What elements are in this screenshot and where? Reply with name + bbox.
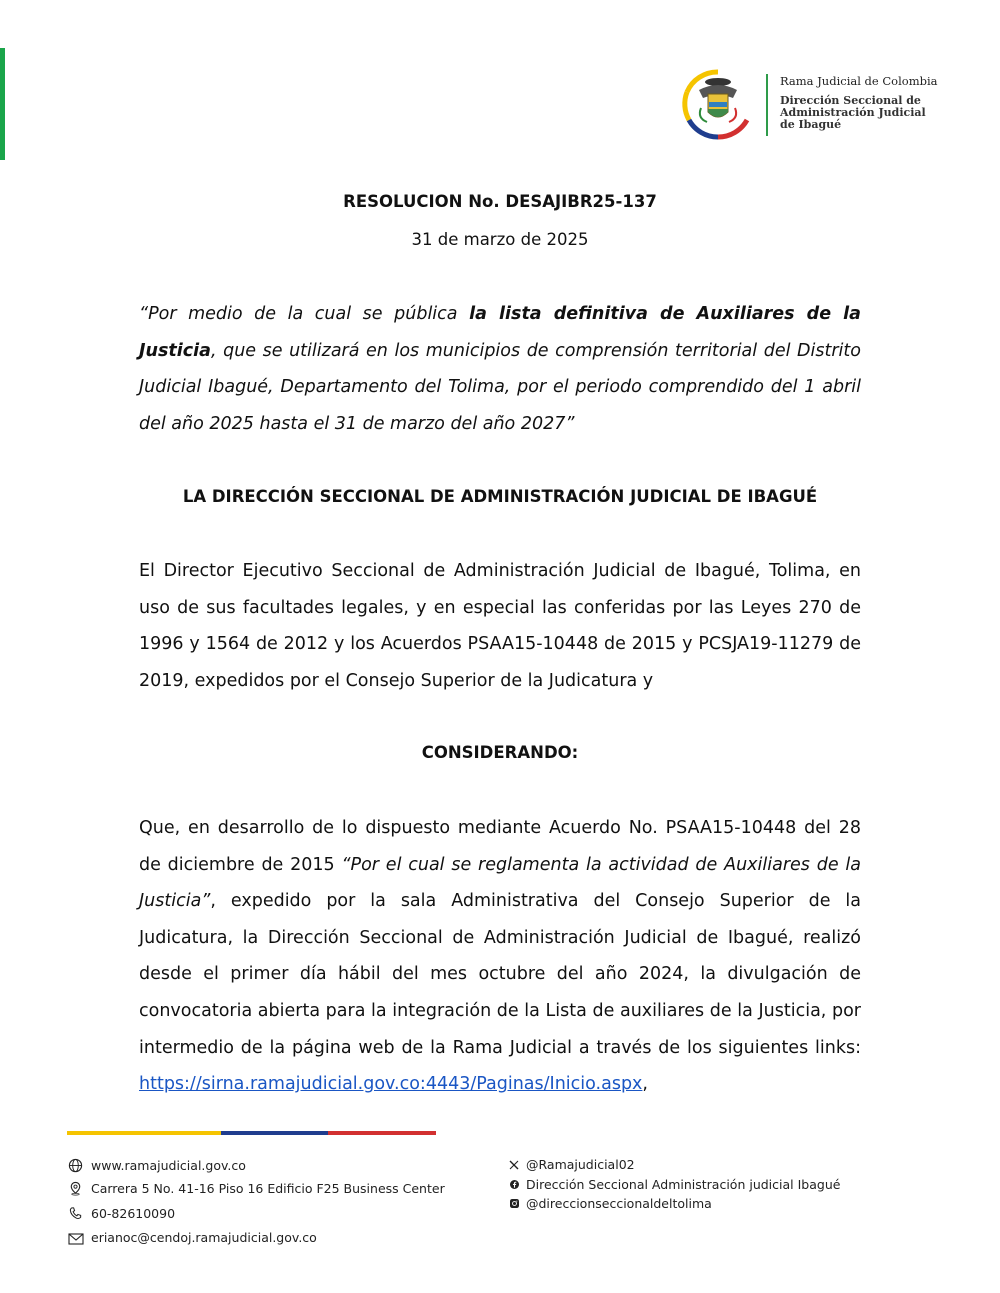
body-paragraph-2	[139, 810, 861, 1103]
footer-website-text: www.ramajudicial.gov.co	[91, 1158, 246, 1173]
section-heading-considerando: CONSIDERANDO:	[421, 743, 579, 762]
footer-instagram[interactable]	[509, 1196, 712, 1211]
footer-facebook-text: Dirección Seccional Administración judicial Ibagué	[526, 1177, 841, 1192]
body2-text-1: Que, en desarrollo de lo dispuesto mediante Acuerdo No. PSAA15-10448 del 28 de diciembre de 2015	[139, 818, 861, 875]
footer-facebook[interactable]	[509, 1177, 840, 1192]
resolution-date: 31 de marzo de 2025	[411, 230, 589, 249]
body-paragraph-1-text: El Director Ejecutivo Seccional de Administración Judicial de Ibagué, Tolima, en uso de sus facultades legales, y en especial las conferidas por las Leyes 270 de 1996 y 1564 de 2012 y los Acuerdos PSAA15-10448 de 2015 y PCSJA19-11279 de 2019, expedidos por el Consejo Superior de la Judicatura y	[139, 561, 861, 691]
footer-stripe-yellow	[67, 1131, 221, 1135]
footer-stripe-blue	[221, 1131, 328, 1135]
org-line-4: de Ibagué	[780, 118, 842, 131]
intro-text-1: “Por medio de la cual se pública	[139, 304, 470, 324]
intro-bold: la lista definitiva de Auxiliares de la Justicia	[139, 304, 861, 361]
footer-x-account[interactable]	[509, 1157, 635, 1172]
intro-text-2: , que se utilizará en los municipios de comprensión territorial del Distrito Judicial Ibagué, Departamento del Tolima, por el periodo comprendido del 1 abril del año 2025 hasta el 31 de marzo del año 2027”	[139, 340, 861, 434]
footer-stripe-red	[328, 1131, 436, 1135]
globe-icon	[67, 1157, 84, 1174]
intro-paragraph	[139, 296, 861, 442]
org-line-3: Administración Judicial	[780, 106, 926, 119]
footer-email-text: erianoc@cendoj.ramajudicial.gov.co	[91, 1230, 317, 1245]
mail-icon	[67, 1229, 84, 1246]
instagram-icon	[509, 1199, 519, 1209]
section-heading-direccion: LA DIRECCIÓN SECCIONAL DE ADMINISTRACIÓN JUDICIAL DE IBAGUÉ	[182, 487, 818, 506]
x-logo-icon	[509, 1160, 519, 1170]
footer-x-text: @Ramajudicial02	[526, 1157, 635, 1172]
footer-phone[interactable]	[67, 1205, 175, 1222]
footer-address	[67, 1180, 445, 1197]
phone-icon	[67, 1205, 84, 1222]
body2-text-3: ,	[642, 1074, 648, 1095]
body-paragraph-1	[139, 553, 861, 699]
location-pin-icon	[67, 1180, 84, 1197]
org-line-1: Rama Judicial de Colombia	[780, 74, 938, 88]
organization-name-block	[766, 74, 966, 136]
side-accent-bar	[0, 48, 5, 160]
facebook-icon	[509, 1180, 519, 1190]
resolution-title: RESOLUCION No. DESAJIBR25-137	[343, 192, 657, 211]
sirna-link[interactable]: https://sirna.ramajudicial.gov.co:4443/Paginas/Inicio.aspx	[139, 1074, 643, 1095]
body2-italic: “Por el cual se reglamenta la actividad de Auxiliares de la Justicia”	[139, 854, 861, 912]
footer-website[interactable]	[67, 1157, 246, 1174]
footer-instagram-text: @direccionseccionaldeltolima	[526, 1196, 712, 1211]
org-line-2: Dirección Seccional de	[780, 94, 921, 107]
footer-email[interactable]	[67, 1229, 317, 1246]
footer-address-text: Carrera 5 No. 41-16 Piso 16 Edificio F25 Business Center	[91, 1181, 445, 1196]
body2-text-2: , expedido por la sala Administrativa del Consejo Superior de la Judicatura, la Dirección Seccional de Administración Judicial de Ibagué, realizó desde el primer día hábil del mes octubre del año 2024, la divulgación de convocatoria abierta para la integración de la Lista de auxiliares de la Justicia, por intermedio de la página web de la Rama Judicial a través de los siguientes links:	[139, 891, 861, 1058]
footer-phone-text: 60-82610090	[91, 1206, 176, 1221]
coat-of-arms-logo	[679, 68, 757, 140]
